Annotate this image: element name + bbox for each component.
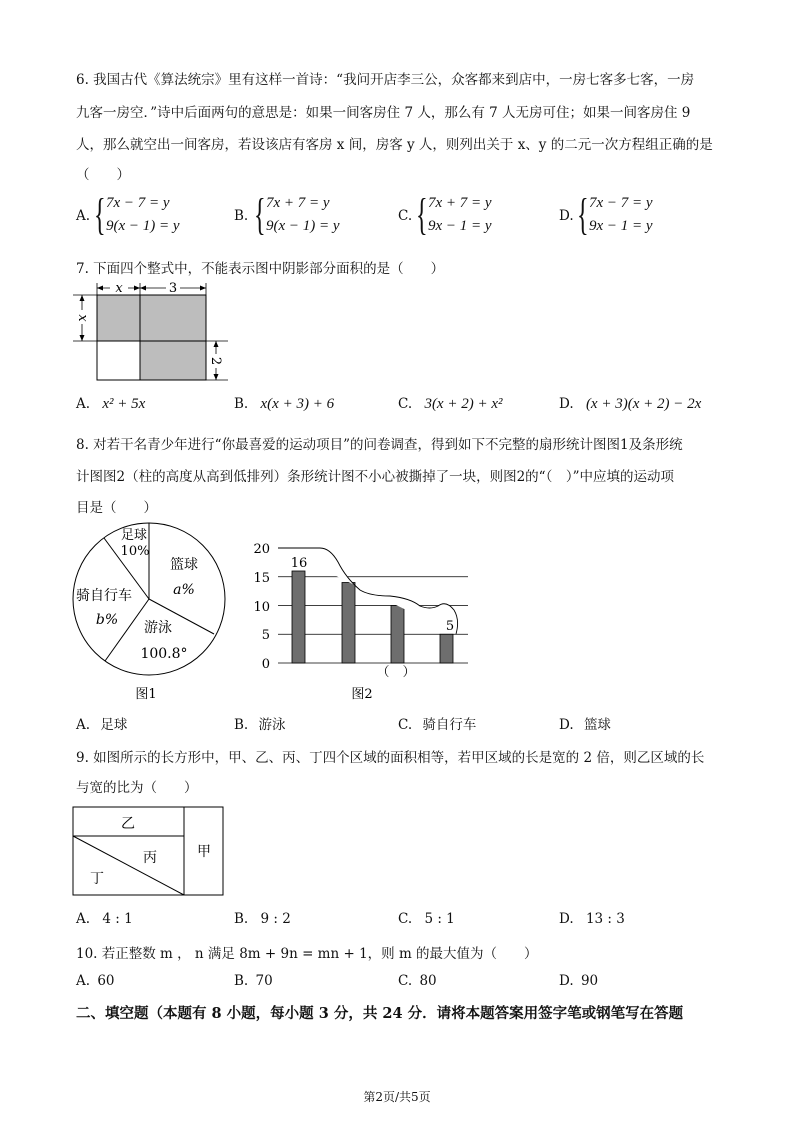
q6-line-3: 人，那么就空出一间客房，若设该店有客房 x 间，房客 y 人，则列出关于 x、y 的二元一次方程组正确的是 bbox=[76, 137, 713, 153]
q7-dim-three: 3 bbox=[168, 281, 178, 296]
q10-option-a[interactable] bbox=[76, 973, 115, 989]
q10-option-c-label: C. bbox=[398, 973, 413, 989]
q9-region-bing: 丙 bbox=[143, 850, 157, 866]
q6-b-eq1: 7x + 7 = y bbox=[266, 195, 330, 211]
page-footer: 第2页/共5页 bbox=[363, 1090, 431, 1104]
q8-option-d-label: D. bbox=[559, 717, 574, 733]
q8-pie-basketball-pct: a% bbox=[173, 582, 195, 598]
q8-option-a-label: A. bbox=[76, 717, 91, 733]
q8-ytick-20: 20 bbox=[253, 542, 270, 557]
q7-option-a-expr: x² + 5x bbox=[102, 396, 146, 412]
q9-option-d-text: 13 : 3 bbox=[585, 911, 625, 927]
brace-icon: { bbox=[94, 190, 106, 239]
q8-option-c[interactable] bbox=[398, 713, 476, 733]
q9-option-a-text: 4 : 1 bbox=[102, 911, 133, 927]
q6-option-b[interactable] bbox=[234, 190, 384, 239]
q6-option-a-label: A. bbox=[76, 208, 91, 224]
q7-option-b[interactable] bbox=[234, 396, 334, 413]
q6-c-eq2: 9x − 1 = y bbox=[428, 218, 492, 234]
q9-option-b-label: B. bbox=[234, 911, 249, 927]
section-2-heading: 二、填空题（本题有 8 小题，每小题 3 分，共 24 分．请将本题答案用签字笔或钢笔写在答题 bbox=[76, 1005, 684, 1022]
q7-option-d[interactable] bbox=[559, 396, 701, 413]
q7-dim-two: 2 bbox=[208, 356, 223, 366]
q8-line-3: 目是（ ） bbox=[76, 500, 157, 516]
q8-option-a-text: 足球 bbox=[100, 717, 128, 733]
q6-a-eq2: 9(x − 1) = y bbox=[106, 218, 180, 234]
q10-option-c-text: 80 bbox=[419, 973, 437, 989]
q8-pie-chart bbox=[64, 522, 244, 707]
q6-option-a[interactable] bbox=[76, 190, 226, 239]
q9-line-1: 9. 如图所示的长方形中，甲、乙、丙、丁四个区域的面积相等，若甲区域的长是宽的 2 倍，则乙区域的长 bbox=[76, 750, 705, 766]
q7-dim-x-top: x bbox=[115, 281, 123, 296]
q10-option-d-label: D. bbox=[559, 973, 574, 989]
q8-option-d-text: 篮球 bbox=[583, 717, 611, 733]
q7-shaded-top-right bbox=[140, 295, 206, 341]
q8-bar bbox=[440, 634, 453, 663]
q8-ytick-0: 0 bbox=[261, 657, 270, 672]
q7-blank-bottom-left bbox=[97, 341, 140, 380]
q8-bar-chart bbox=[250, 530, 480, 715]
q9-option-a-label: A. bbox=[76, 911, 91, 927]
q8-option-c-text: 骑自行车 bbox=[422, 717, 477, 733]
q10-option-b-text: 70 bbox=[255, 973, 273, 989]
q9-option-b-text: 9 : 2 bbox=[260, 911, 291, 927]
q6-line-2: 九客一房空．”诗中后面两句的意思是：如果一间客房住 7 人，那么有 7 人无房可住；如果一间客房住 9 bbox=[76, 105, 691, 121]
q7-option-c-label: C. bbox=[398, 396, 413, 412]
q8-option-a[interactable] bbox=[76, 713, 127, 733]
q6-option-d[interactable] bbox=[559, 190, 709, 239]
q8-line-2: 计图图2（柱的高度从高到低排列）条形统计图不小心被撕掉了一块，则图2的“（ ）”中应填的运动项 bbox=[76, 469, 674, 485]
q8-pie-basketball: 篮球 bbox=[170, 557, 198, 573]
q8-ytick-15: 15 bbox=[253, 571, 270, 586]
q6-d-eq1: 7x − 7 = y bbox=[589, 195, 653, 211]
q6-line-1: 6. 我国古代《算法统宗》里有这样一首诗：“我问开店李三公，众客都来到店中，一房七客多七客，一房 bbox=[76, 72, 695, 88]
q10-option-d-text: 90 bbox=[580, 973, 599, 989]
q9-option-b[interactable] bbox=[234, 911, 291, 927]
q8-pie-swim: 游泳 bbox=[144, 620, 172, 636]
q8-option-b[interactable] bbox=[234, 713, 286, 733]
q6-option-b-label: B. bbox=[234, 208, 249, 224]
q7-option-a[interactable] bbox=[76, 396, 145, 413]
q7-dim-x-left: x bbox=[75, 314, 90, 322]
q10-option-b[interactable] bbox=[234, 973, 273, 989]
q8-bar bbox=[342, 583, 355, 664]
q9-rectangle-figure bbox=[72, 806, 227, 898]
q8-bar-caption: 图2 bbox=[351, 687, 373, 702]
q8-ytick-5: 5 bbox=[261, 628, 270, 643]
q8-option-b-label: B. bbox=[234, 717, 249, 733]
q8-pie-football: 足球 bbox=[120, 528, 148, 543]
q6-option-c-label: C. bbox=[398, 208, 413, 224]
q8-pie-swim-deg: 100.8° bbox=[140, 646, 188, 662]
q8-line-1: 8. 对若干名青少年进行“你最喜爱的运动项目”的问卷调查，得到如下不完整的扇形统计图图1及条形统 bbox=[76, 437, 683, 453]
q9-option-d[interactable] bbox=[559, 911, 625, 927]
brace-icon: { bbox=[254, 190, 266, 239]
q7-option-d-label: D. bbox=[559, 396, 574, 412]
q8-option-d[interactable] bbox=[559, 713, 611, 733]
q9-option-c[interactable] bbox=[398, 911, 455, 927]
q8-pie-football-pct: 10% bbox=[120, 544, 150, 559]
q6-b-eq2: 9(x − 1) = y bbox=[266, 218, 340, 234]
q8-pie-caption: 图1 bbox=[135, 687, 157, 702]
q6-c-eq1: 7x + 7 = y bbox=[428, 195, 492, 211]
q9-option-c-text: 5 : 1 bbox=[424, 911, 455, 927]
q7-option-a-label: A. bbox=[76, 396, 91, 412]
q7-option-c[interactable] bbox=[398, 396, 502, 413]
brace-icon: { bbox=[577, 190, 589, 239]
q9-line-2: 与宽的比为（ ） bbox=[76, 780, 198, 796]
q8-pie-bike: 骑自行车 bbox=[76, 588, 132, 604]
q6-option-c[interactable] bbox=[398, 190, 548, 239]
q6-d-eq2: 9x − 1 = y bbox=[589, 218, 653, 234]
q9-option-d-label: D. bbox=[559, 911, 574, 927]
q10-option-d[interactable] bbox=[559, 973, 598, 989]
q8-bar bbox=[391, 606, 404, 664]
q10-option-a-label: A. bbox=[76, 973, 91, 989]
q6-option-d-label: D. bbox=[559, 208, 574, 224]
q9-region-yi: 乙 bbox=[121, 816, 135, 832]
q8-pie-bike-pct: b% bbox=[95, 612, 119, 628]
q6-a-eq1: 7x − 7 = y bbox=[106, 195, 170, 211]
q7-area-figure bbox=[70, 280, 230, 390]
q7-option-c-expr: 3(x + 2) + x² bbox=[424, 396, 503, 412]
q9-option-a[interactable] bbox=[76, 911, 133, 927]
q9-region-jia: 甲 bbox=[197, 844, 211, 860]
q10-option-a-text: 60 bbox=[97, 973, 115, 989]
q7-stem: 7. 下面四个整式中，不能表示图中阴影部分面积的是（ ） bbox=[76, 261, 445, 277]
q7-option-b-expr: x(x + 3) + 6 bbox=[260, 396, 335, 412]
q10-option-b-label: B. bbox=[234, 973, 249, 989]
q8-bar bbox=[292, 571, 305, 663]
q8-bar-label-16: 16 bbox=[290, 556, 308, 571]
q8-bar-label-5: 5 bbox=[445, 619, 455, 634]
q10-option-c[interactable] bbox=[398, 973, 437, 989]
brace-icon: { bbox=[416, 190, 428, 239]
q9-region-ding: 丁 bbox=[90, 871, 104, 887]
q7-shaded-bottom-right bbox=[140, 341, 206, 380]
q7-option-d-expr: (x + 3)(x + 2) − 2x bbox=[585, 396, 702, 412]
q7-shaded-top-left bbox=[97, 295, 140, 341]
q8-option-b-text: 游泳 bbox=[258, 717, 286, 733]
q9-option-c-label: C. bbox=[398, 911, 413, 927]
q10-stem: 10. 若正整数 m ， n 满足 8m + 9n = mn + 1，则 m 的最大值为（ ） bbox=[76, 946, 538, 962]
q8-ytick-10: 10 bbox=[253, 600, 270, 615]
q8-bar-blank: （ ） bbox=[376, 665, 416, 680]
q8-option-c-label: C. bbox=[398, 717, 413, 733]
q6-line-4: （ ） bbox=[76, 167, 130, 183]
q7-option-b-label: B. bbox=[234, 396, 249, 412]
